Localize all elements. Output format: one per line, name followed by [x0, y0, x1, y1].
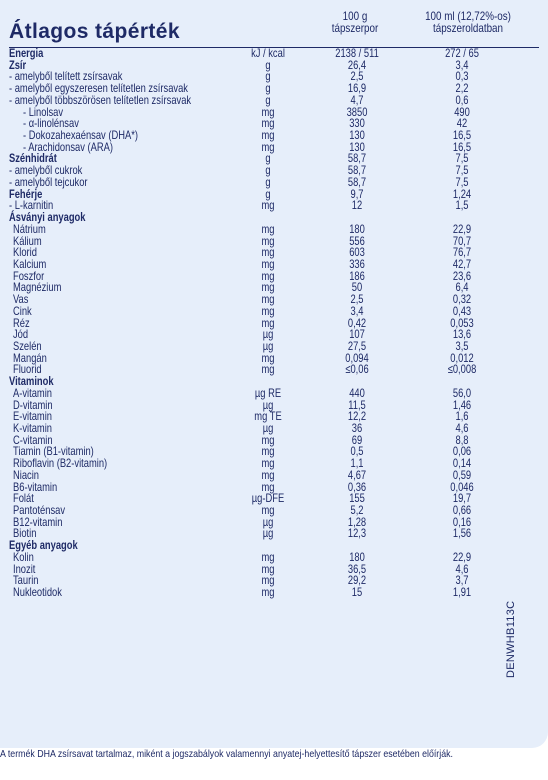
nutrient-label: Vas: [13, 292, 29, 307]
table-row: - Linolsav mg 3850 490: [23, 104, 470, 119]
nutrient-label: Folát: [13, 491, 34, 506]
table-row: Tiamin (B1-vitamin) mg 0,5 0,06: [13, 444, 472, 459]
column-header-100g: [310, 10, 400, 34]
nutrient-label: - Dokozahexaénsav (DHA*): [23, 128, 138, 143]
table-row: Riboflavin (B2-vitamin) mg 1,1 0,14: [13, 456, 472, 471]
nutrient-label: - L-karnitin: [9, 198, 54, 213]
column-header-100g-line1: 100 g: [342, 9, 368, 23]
nutrient-label: Biotin: [13, 526, 37, 541]
table-row: Cink mg 3,4 0,43: [13, 303, 472, 318]
table-row: D-vitamin µg 11,5 1,46: [13, 397, 472, 412]
table-row: Magnézium mg 50 6,4: [13, 280, 469, 295]
nutrient-label: Inozit: [13, 561, 36, 576]
table-header: [0, 0, 548, 48]
table-row: B6-vitamin mg 0,36 0,046: [13, 479, 474, 494]
table-row: Foszfor mg 186 23,6: [13, 268, 472, 283]
nutrient-label: Zsír: [9, 57, 27, 72]
table-row: - Arachidonsav (ARA) mg 130 16,5: [23, 139, 472, 154]
table-row: Fluorid mg ≤0,06 ≤0,008: [13, 362, 477, 377]
nutrient-label: Jód: [13, 327, 29, 342]
table-row: B12-vitamin µg 1,28 0,16: [13, 514, 472, 529]
nutrient-label: - amelyből tejcukor: [9, 174, 88, 189]
nutrient-label: Egyéb anyagok: [9, 538, 78, 553]
nutrition-table-body: [0, 48, 548, 599]
nutrient-label: Tiamin (B1-vitamin): [13, 444, 94, 459]
nutrient-label: Riboflavin (B2-vitamin): [13, 456, 108, 471]
table-row: Folát µg-DFE 155 19,7: [13, 491, 472, 506]
nutrient-label: A-vitamin: [13, 385, 53, 400]
nutrient-label: Taurin: [13, 573, 39, 588]
table-row: Vas mg 2,5 0,32: [13, 292, 472, 307]
nutrient-label: - amelyből többszörösen telítetlen zsírsavak: [9, 92, 192, 107]
table-row: Szelén µg 27,5 3,5: [13, 338, 469, 353]
table-row: Szénhidrát g 58,7 7,5: [9, 151, 469, 166]
nutrient-label: Fehérje: [9, 186, 43, 201]
table-title: Átlagos tápérték: [9, 20, 180, 43]
table-row: Kálium mg 556 70,7: [13, 233, 472, 248]
table-row: Jód µg 107 13,6: [13, 327, 472, 342]
nutrient-label: Energia: [9, 46, 44, 60]
table-row: Zsír g 26,4 3,4: [9, 57, 469, 72]
table-row: Pantoténsav mg 5,2 0,66: [13, 503, 472, 518]
table-row: Fehérje g 9,7 1,24: [9, 186, 472, 201]
nutrient-label: Pantoténsav: [13, 503, 66, 518]
nutrient-label: E-vitamin: [13, 409, 53, 424]
table-row: - amelyből tejcukor g 58,7 7,5: [9, 174, 469, 189]
table-row: Kolin mg 180 22,9: [13, 549, 472, 564]
table-row: Taurin mg 29,2 3,7: [13, 573, 469, 588]
table-row: - amelyből telített zsírsavak g 2,5 0,3: [9, 69, 469, 84]
nutrient-label: Kolin: [13, 549, 34, 564]
nutrient-label: Klorid: [13, 245, 37, 260]
table-row: Niacin mg 4,67 0,59: [13, 467, 472, 482]
nutrient-label: - amelyből cukrok: [9, 163, 83, 178]
table-row: - α-linolénsav mg 330 42: [23, 116, 468, 131]
nutrient-label: Ásványi anyagok: [9, 210, 86, 225]
footnote: A termék DHA zsírsavat tartalmaz, miként a jogszabályok valamennyi anyatej-helyettesítő tápszer esetében előírják.: [0, 748, 453, 760]
nutrient-label: Kalcium: [13, 256, 47, 271]
table-row: C-vitamin mg 69 8,8: [13, 432, 469, 447]
nutrient-label: Vitaminok: [9, 374, 54, 389]
table-row: - L-karnitin mg 12 1,5: [9, 198, 469, 213]
product-code: DENWHB113C: [505, 600, 517, 678]
nutrient-label: Mangán: [13, 350, 47, 365]
table-row: Mangán mg 0,094 0,012: [13, 350, 474, 365]
table-row: Nátrium mg 180 22,9: [13, 221, 472, 236]
table-row: E-vitamin mg TE 12,2 1,6: [13, 409, 469, 424]
table-row: - amelyből többszörösen telítetlen zsírsavak g 4,7 0,6: [9, 92, 469, 107]
table-row: Inozit mg 36,5 4,6: [13, 561, 469, 576]
nutrient-label: Nátrium: [13, 221, 46, 236]
table-row: Biotin µg 12,3 1,56: [13, 526, 472, 541]
nutrient-label: Nukleotidok: [13, 585, 62, 600]
nutrient-label: - α-linolénsav: [23, 116, 79, 131]
nutrient-label: C-vitamin: [13, 432, 53, 447]
nutrient-label: Szelén: [13, 338, 42, 353]
nutrient-label: Réz: [13, 315, 30, 330]
column-header-100ml: [407, 10, 530, 34]
nutrient-label: Niacin: [13, 467, 40, 482]
nutrient-label: Szénhidrát: [9, 151, 57, 166]
table-row: K-vitamin µg 36 4,6: [13, 421, 469, 435]
table-row: - amelyből cukrok g 58,7 7,5: [9, 163, 469, 178]
table-row: Nukleotidok mg 15 1,91: [13, 585, 472, 600]
table-row: Réz mg 0,42 0,053: [13, 315, 474, 330]
nutrient-label: D-vitamin: [13, 397, 53, 412]
nutrient-label: - amelyből egyszeresen telítetlen zsírsavak: [9, 81, 188, 96]
nutrient-label: - amelyből telített zsírsavak: [9, 69, 123, 84]
nutrient-label: B6-vitamin: [13, 479, 58, 494]
column-header-100ml-line2: tápszeroldatban: [432, 21, 504, 35]
nutrient-label: Kálium: [13, 233, 42, 248]
column-header-100g-line2: tápszerpor: [331, 21, 379, 35]
nutrient-label: - Linolsav: [23, 104, 64, 119]
nutrient-label: Cink: [13, 303, 32, 318]
nutrient-label: Foszfor: [13, 268, 45, 283]
nutrient-label: K-vitamin: [13, 421, 53, 435]
nutrient-label: - Arachidonsav (ARA): [23, 139, 114, 154]
nutrient-label: Magnézium: [13, 280, 62, 295]
column-header-100ml-line1: 100 ml (12,72%-os): [425, 9, 511, 23]
table-row: Kalcium mg 336 42,7: [13, 256, 472, 271]
nutrient-label: Fluorid: [13, 362, 42, 377]
table-row: - Dokozahexaénsav (DHA*) mg 130 16,5: [23, 128, 472, 143]
table-row: Klorid mg 603 76,7: [13, 245, 472, 260]
table-row: - amelyből egyszeresen telítetlen zsírsavak g 16,9 2,2: [9, 81, 469, 96]
table-row: A-vitamin µg RE 440 56,0: [13, 385, 472, 400]
table-row: Energia kJ / kcal 2138 / 511 272 / 65: [9, 46, 479, 60]
nutrient-label: B12-vitamin: [13, 514, 63, 529]
